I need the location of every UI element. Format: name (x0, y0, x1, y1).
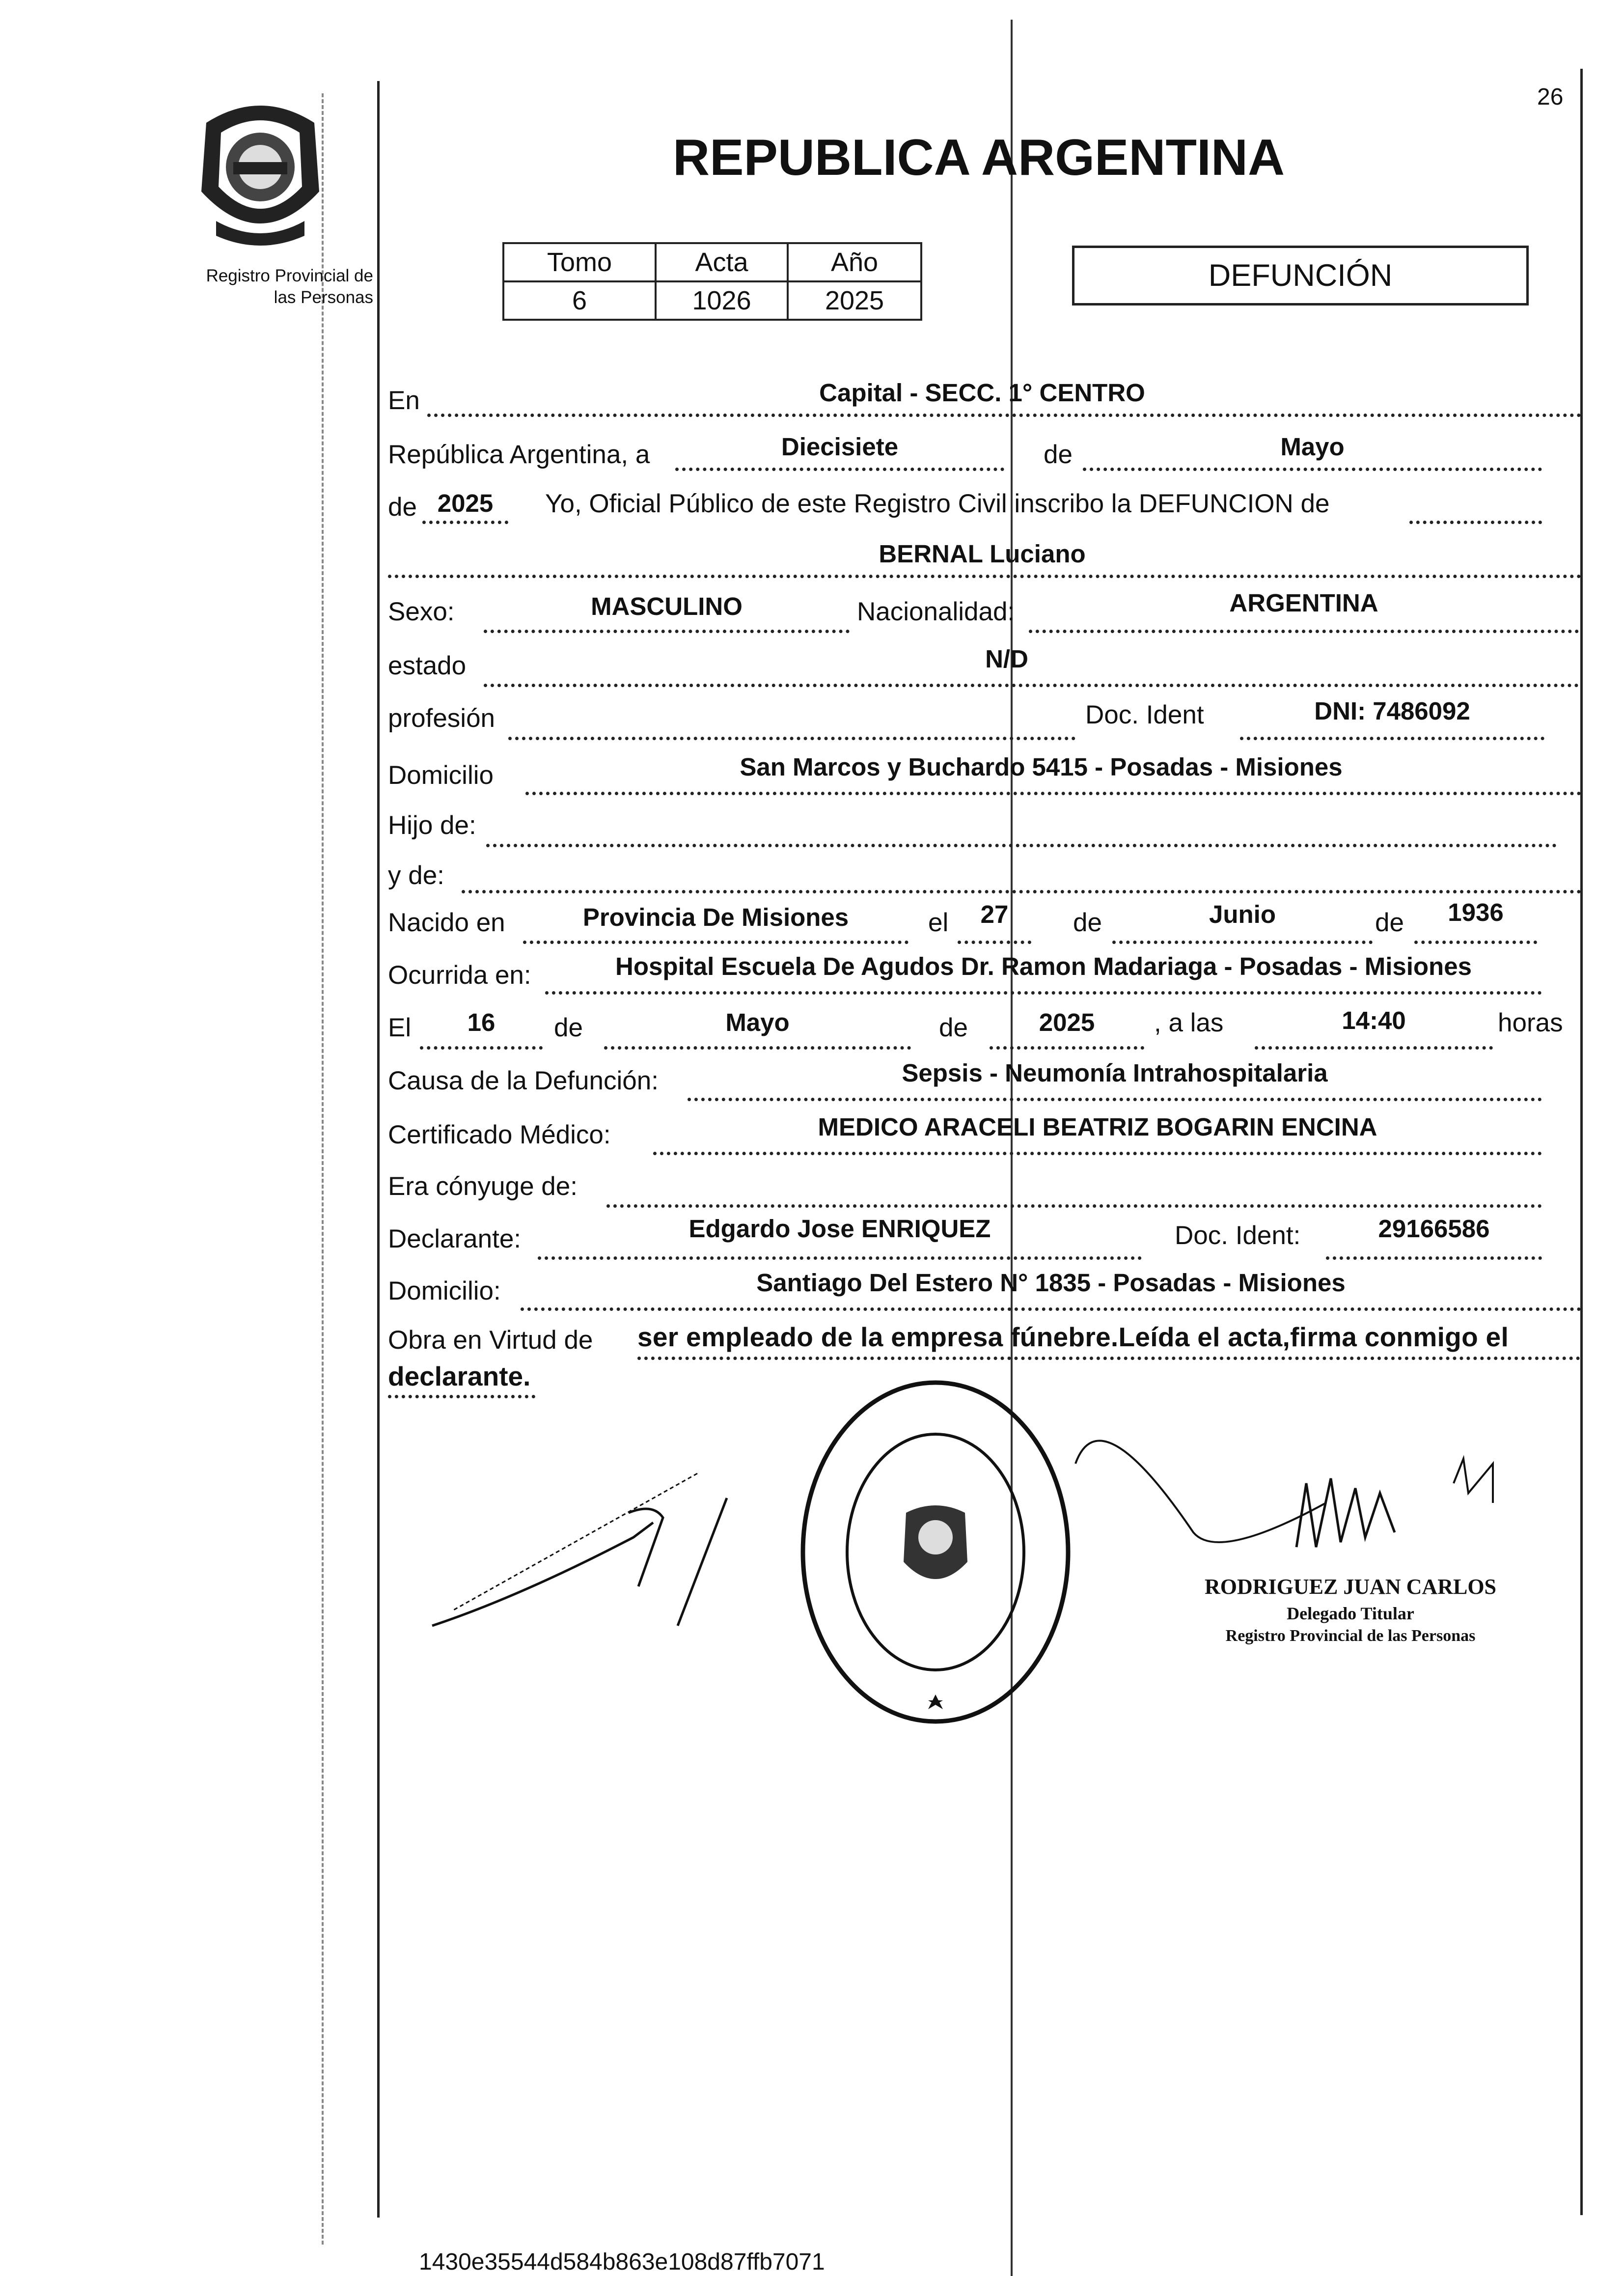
line-domicilio (525, 792, 1581, 795)
page-number: 26 (1537, 84, 1564, 110)
line-nombre (388, 575, 1581, 578)
field-sexo: MASCULINO (591, 592, 743, 620)
field-causa: Sepsis - Neumonía Intrahospitalaria (902, 1059, 1328, 1087)
line-profesion (508, 737, 1075, 740)
field-def-hora: 14:40 (1342, 1006, 1406, 1034)
field-def-dia: 16 (467, 1008, 495, 1036)
field-dia-inscripcion: Diecisiete (781, 433, 899, 461)
line-ocurrida-en (545, 991, 1542, 995)
line-nacionalidad (1029, 630, 1579, 633)
field-nac-anio: 1936 (1448, 898, 1504, 926)
field-mes-inscripcion: Mayo (1280, 433, 1345, 461)
label-de-nac-mes: de (1073, 908, 1102, 937)
line-def-mes (604, 1046, 911, 1050)
line-conyuge (606, 1204, 1542, 1208)
label-obra: Obra en Virtud de (388, 1326, 593, 1355)
signatory-name: RODRIGUEZ JUAN CARLOS (1204, 1575, 1497, 1599)
label-yo: Yo, Oficial Público de este Registro Civil inscribo la DEFUNCION de (545, 489, 1330, 518)
issuer-line1: Registro Provincial de (206, 266, 373, 285)
field-ocurrida-en: Hospital Escuela De Agudos Dr. Ramon Madariaga - Posadas - Misiones (615, 952, 1472, 980)
record-header-row (503, 243, 921, 281)
signatory-org: Registro Provincial de las Personas (1225, 1627, 1476, 1645)
fold-line (1011, 20, 1013, 2276)
label-doc-ident-declarante: Doc. Ident: (1175, 1221, 1301, 1250)
line-y-de (462, 890, 1581, 893)
line-dia (675, 468, 1004, 471)
line-nac-dia (958, 941, 1031, 944)
misiones-logo (187, 93, 334, 250)
field-estado: N/D (985, 645, 1028, 673)
line-nac-anio (1414, 941, 1537, 944)
field-anio-inscripcion: 2025 (437, 489, 494, 517)
label-y-de: y de: (388, 861, 444, 890)
label-de-def-anio: de (939, 1013, 968, 1042)
record-type-box (1072, 246, 1529, 305)
line-hijo-de (486, 844, 1557, 847)
right-margin-line (1580, 69, 1583, 2215)
field-certificado: MEDICO ARACELI BEATRIZ BOGARIN ENCINA (818, 1113, 1377, 1141)
line-obra-1 (637, 1357, 1580, 1360)
field-obra-line1: ser empleado de la empresa fúnebre.Leída el acta,firma conmigo el (637, 1322, 1509, 1352)
signatory-block (1159, 1574, 1542, 1645)
left-margin-line (377, 81, 380, 2218)
page-title: REPUBLICA ARGENTINA (673, 129, 1285, 186)
field-dni: DNI: 7486092 (1314, 697, 1470, 725)
value-acta: 1026 (656, 281, 788, 320)
line-domicilio-declarante (521, 1307, 1581, 1311)
field-domicilio-declarante: Santiago Del Estero N° 1835 - Posadas - Misiones (756, 1269, 1346, 1297)
field-nac-mes: Junio (1209, 900, 1276, 928)
label-de-mes: de (1044, 440, 1073, 469)
field-nombre: BERNAL Luciano (879, 540, 1086, 568)
label-de-def-mes: de (554, 1013, 583, 1042)
line-causa (688, 1098, 1542, 1101)
label-domicilio-declarante: Domicilio: (388, 1277, 501, 1305)
label-de-anio: de (388, 493, 417, 522)
field-declarante: Edgardo Jose ENRIQUEZ (688, 1215, 991, 1243)
field-declarante-doc: 29166586 (1378, 1215, 1490, 1243)
label-hijo-de: Hijo de: (388, 811, 476, 840)
label-en: En (388, 386, 420, 415)
label-horas: horas (1498, 1008, 1563, 1037)
label-el-nac: el (928, 908, 949, 937)
value-tomo: 6 (503, 281, 656, 320)
label-doc-ident: Doc. Ident (1085, 700, 1204, 729)
line-estado (484, 684, 1579, 687)
line-def-hora (1255, 1046, 1493, 1050)
field-def-anio: 2025 (1039, 1008, 1095, 1036)
line-en (427, 414, 1581, 417)
issuer-name (147, 265, 373, 308)
label-causa: Causa de la Defunción: (388, 1066, 659, 1095)
line-declarante-doc (1326, 1256, 1542, 1260)
label-sexo: Sexo: (388, 597, 455, 626)
header-tomo: Tomo (503, 243, 656, 281)
field-nac-dia: 27 (980, 900, 1009, 928)
line-def-anio (990, 1046, 1144, 1050)
line-certificado (653, 1152, 1542, 1155)
label-profesion: profesión (388, 704, 495, 733)
signatory-role: Delegado Titular (1287, 1604, 1414, 1623)
line-nacido-en (523, 941, 908, 944)
label-ocurrida-en: Ocurrida en: (388, 961, 531, 990)
line-dni (1240, 737, 1544, 740)
label-declarante: Declarante: (388, 1224, 522, 1253)
field-lugar: Capital - SECC. 1° CENTRO (819, 379, 1145, 407)
line-mes (1083, 468, 1542, 471)
field-nacionalidad: ARGENTINA (1229, 589, 1378, 617)
header-acta: Acta (656, 243, 788, 281)
line-anio (422, 521, 508, 524)
field-nacido-en: Provincia De Misiones (582, 903, 849, 931)
label-a-las: , a las (1154, 1008, 1224, 1037)
declarant-signature (422, 1464, 776, 1640)
field-obra-line2: declarante. (388, 1361, 531, 1391)
label-nacido-en: Nacido en (388, 908, 505, 937)
label-estado: estado (388, 651, 467, 680)
label-domicilio: Domicilio (388, 761, 494, 790)
label-el-def: El (388, 1013, 412, 1042)
punch-dash-line (322, 93, 324, 2245)
value-anio: 2025 (788, 281, 921, 320)
record-value-row (503, 281, 921, 320)
official-seal (796, 1375, 1075, 1729)
footer-hash: 1430e35544d584b863e108d87ffb7071 (419, 2249, 825, 2275)
record-table (502, 242, 922, 321)
header-anio: Año (788, 243, 921, 281)
line-obra-2 (388, 1395, 535, 1398)
field-domicilio: San Marcos y Buchardo 5415 - Posadas - Misiones (740, 753, 1343, 781)
line-sexo (484, 630, 850, 633)
line-def-dia (420, 1046, 543, 1050)
issuer-line2: las Personas (274, 288, 373, 307)
label-conyuge: Era cónyuge de: (388, 1172, 578, 1201)
label-de-nac-anio: de (1375, 908, 1404, 937)
label-nacionalidad: Nacionalidad: (857, 597, 1015, 626)
record-type: DEFUNCIÓN (1208, 258, 1393, 293)
line-yo-tail (1409, 521, 1542, 524)
line-declarante (538, 1256, 1142, 1260)
field-def-mes: Mayo (725, 1008, 790, 1036)
label-republica: República Argentina, a (388, 440, 650, 469)
label-certificado: Certificado Médico: (388, 1120, 611, 1149)
line-nac-mes (1112, 941, 1373, 944)
